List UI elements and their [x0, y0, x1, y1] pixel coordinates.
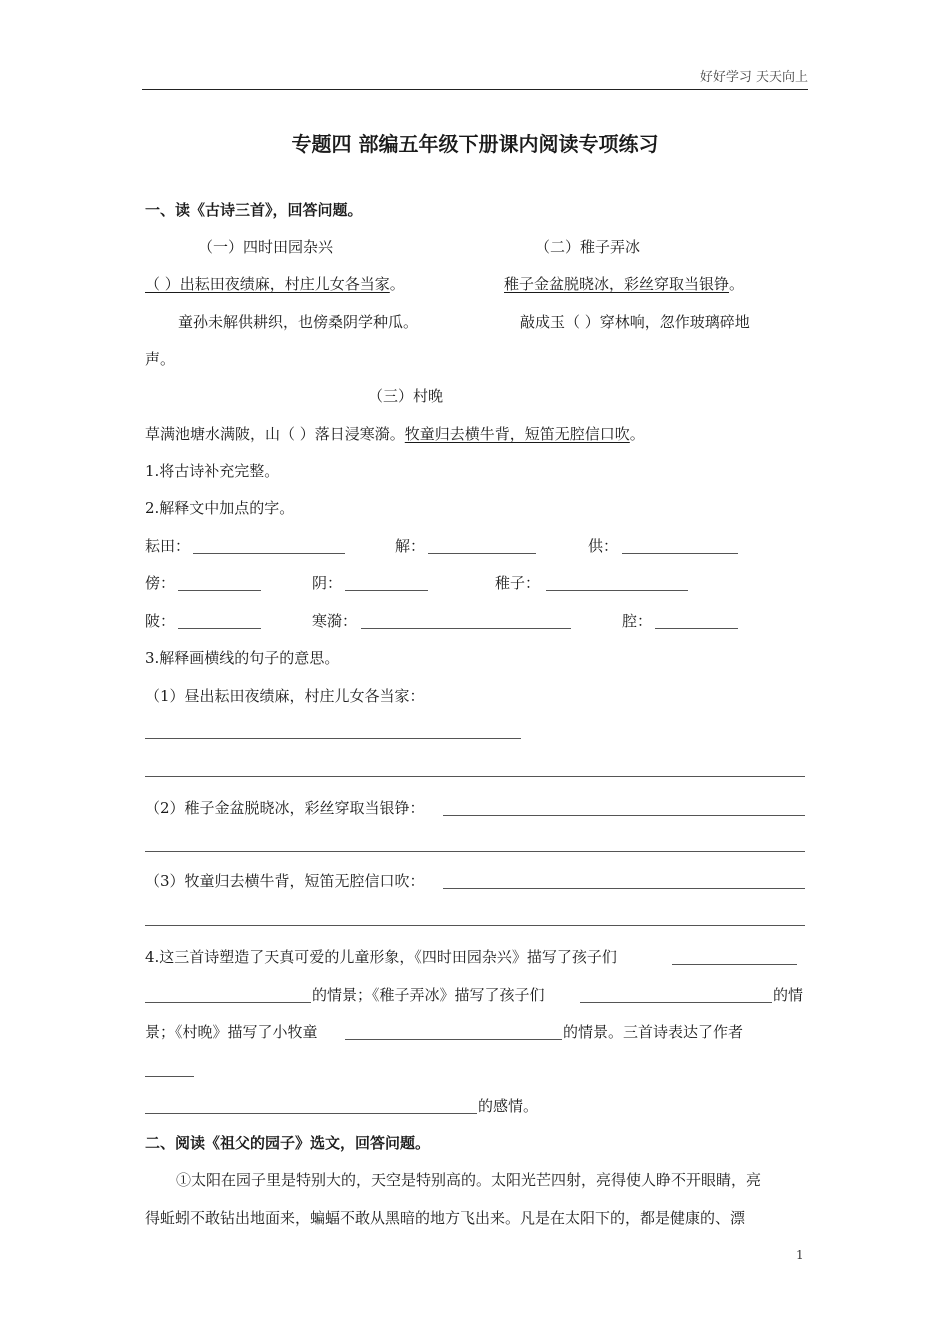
question-4-part4: 景；《村晚》描写了小牧童 [145, 1023, 318, 1041]
question-4-part1: 4.这三首诗塑造了天真可爱的儿童形象，《四时田园杂兴》描写了孩子们 [145, 948, 617, 966]
poem2-line1-end: 。 [729, 275, 745, 293]
poem3-line-b-underlined: 牧童归去横牛背，短笛无腔信口吹 [404, 425, 630, 443]
poem1-title: （一）四时田园杂兴 [198, 238, 334, 256]
header-rule [142, 89, 808, 90]
question-4-part5: 的情景。三首诗表达了作者 [563, 1023, 744, 1041]
poem1-line1-underlined: （ ）出耘田夜绩麻，村庄儿女各当家 [145, 275, 390, 293]
answer-blank[interactable] [546, 590, 688, 591]
answer-blank[interactable] [672, 964, 797, 965]
question-2-prompt: 2.解释文中加点的字。 [145, 499, 295, 517]
answer-blank[interactable] [178, 628, 261, 629]
poem3-line-b-end: 。 [629, 425, 645, 443]
reading-paragraph-line2: 得蚯蚓不敢钻出地面来，蝙蝠不敢从黑暗的地方飞出来。凡是在太阳下的，都是健康的、漂 [145, 1209, 746, 1227]
poem3-title: （三）村晚 [368, 387, 444, 405]
poem1-line2: 童孙未解供耕织，也傍桑阴学种瓜。 [178, 313, 419, 331]
poem2-line2-cont: 声。 [145, 350, 176, 368]
answer-blank[interactable] [145, 1076, 194, 1077]
term-label: 解： [395, 537, 426, 555]
poem2-line2: 敲成玉（ ）穿林响，忽作玻璃碎地 [520, 313, 750, 331]
poem2-line1-underlined: 稚子金盆脱晓冰，彩丝穿取当银铮 [504, 275, 730, 293]
question-3-sub3: （3）牧童归去横牛背，短笛无腔信口吹： [145, 872, 425, 890]
answer-blank[interactable] [655, 628, 738, 629]
term-label: 耘田： [145, 537, 191, 555]
question-4-part2: 的情景；《稚子弄冰》描写了孩子们 [312, 986, 545, 1004]
header-slogan: 好好学习 天天向上 [699, 70, 808, 85]
answer-blank[interactable] [193, 553, 345, 554]
question-3-prompt: 3.解释画横线的句子的意思。 [145, 649, 340, 667]
answer-blank[interactable] [345, 590, 428, 591]
answer-blank[interactable] [443, 815, 805, 816]
page-title: 专题四 部编五年级下册课内阅读专项练习 [291, 132, 659, 156]
section1-heading: 一、读《古诗三首》，回答问题。 [145, 201, 363, 219]
question-3-sub2: （2）稚子金盆脱晓冰，彩丝穿取当银铮： [145, 799, 425, 817]
answer-blank[interactable] [178, 590, 261, 591]
answer-blank[interactable] [145, 851, 805, 852]
term-label: 供： [588, 537, 619, 555]
answer-blank[interactable] [145, 925, 805, 926]
poem2-line1 [504, 273, 744, 295]
reading-paragraph-line1: ①太阳在园子里是特别大的，天空是特别高的。太阳光芒四射，亮得使人睁不开眼睛，亮 [176, 1171, 762, 1189]
term-label: 腔： [622, 612, 653, 630]
term-label: 傍： [145, 574, 176, 592]
answer-blank[interactable] [345, 1039, 562, 1040]
question-4-part3: 的情 [773, 986, 804, 1004]
term-label: 阴： [312, 574, 343, 592]
section2-heading: 二、阅读《祖父的园子》选文，回答问题。 [145, 1134, 431, 1152]
question-1: 1.将古诗补充完整。 [145, 462, 280, 480]
answer-blank[interactable] [145, 738, 521, 739]
answer-blank[interactable] [428, 553, 536, 554]
answer-blank[interactable] [145, 1113, 477, 1114]
poem1-line1 [145, 273, 405, 295]
question-3-sub1: （1）昼出耘田夜绩麻，村庄儿女各当家： [145, 687, 425, 705]
poem2-title: （二）稚子弄冰 [535, 238, 641, 256]
question-4-part6: 的感情。 [478, 1097, 539, 1115]
answer-blank[interactable] [580, 1002, 772, 1003]
poem1-line1-end: 。 [389, 275, 405, 293]
term-label: 陂： [145, 612, 176, 630]
poem3-line-a: 草满池塘水满陂，山（ ）落日浸寒漪。 [145, 425, 405, 443]
answer-blank[interactable] [145, 1002, 311, 1003]
term-label: 稚子： [495, 574, 541, 592]
answer-blank[interactable] [145, 776, 805, 777]
page-number: 1 [796, 1248, 804, 1262]
term-label: 寒漪： [312, 612, 358, 630]
answer-blank[interactable] [361, 628, 571, 629]
answer-blank[interactable] [443, 888, 805, 889]
poem3-lines [145, 423, 645, 445]
answer-blank[interactable] [622, 553, 738, 554]
